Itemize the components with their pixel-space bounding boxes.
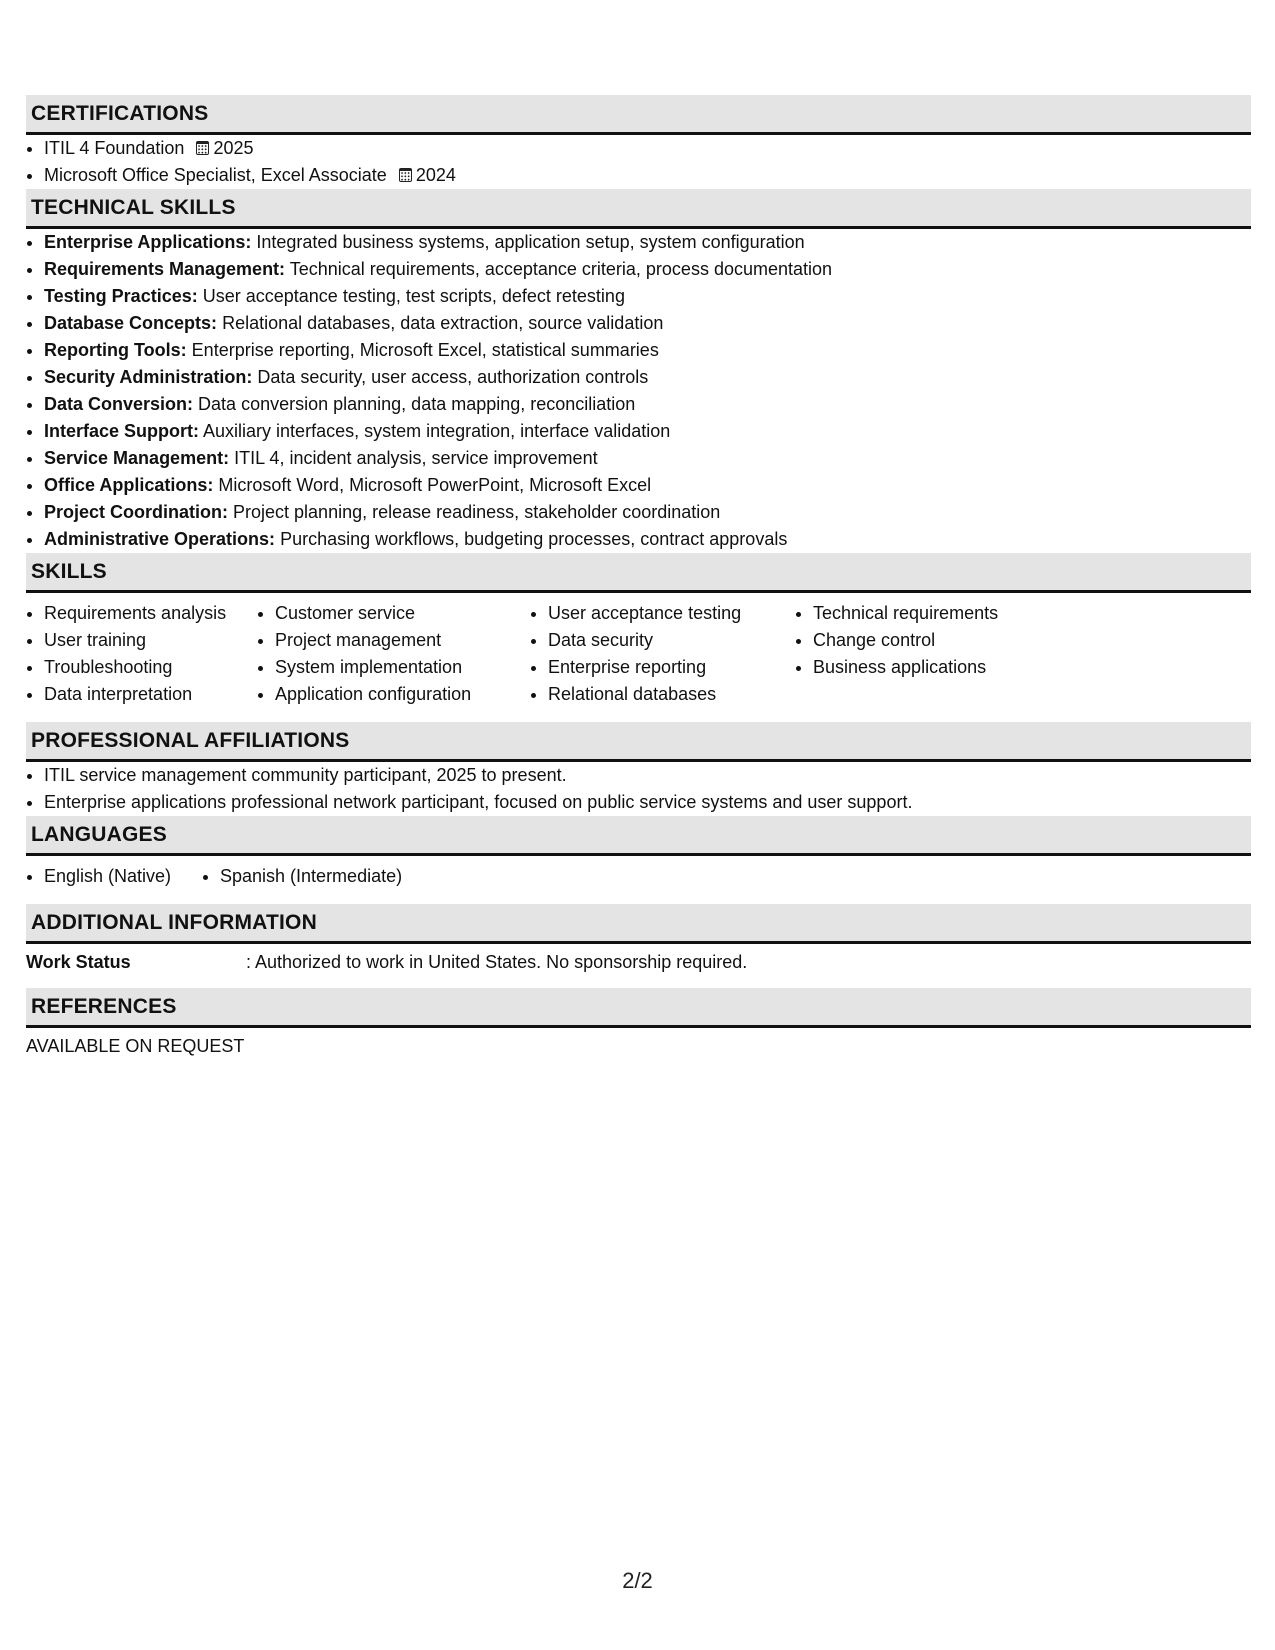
page-number: 2/2 (622, 1568, 653, 1593)
certifications-section (26, 95, 1251, 189)
certification-year: 2025 (213, 138, 254, 158)
languages-column (26, 863, 202, 890)
technical-skill-item (44, 256, 1251, 283)
skill-item: • Data security (548, 627, 795, 654)
technical-skills-heading: TECHNICAL SKILLS (26, 189, 1251, 229)
technical-skill-item (44, 283, 1251, 310)
certification-item (44, 162, 1251, 189)
skill-item: • Requirements analysis (44, 600, 257, 627)
skills-section (26, 553, 1251, 722)
technical-skill-value: Purchasing workflows, budgeting processes, contract approvals (280, 529, 788, 549)
skill-item: • Relational databases (548, 681, 795, 708)
skills-heading: SKILLS (26, 553, 1251, 593)
skill-item: • Customer service (275, 600, 530, 627)
technical-skill-item (44, 364, 1251, 391)
skill-item: • Project management (275, 627, 530, 654)
skill-item: • Data interpretation (44, 681, 257, 708)
language-item: • Spanish (Intermediate) (220, 863, 402, 890)
languages-row (26, 856, 1251, 904)
languages-column (202, 863, 402, 890)
technical-skill-item (44, 229, 1251, 256)
technical-skill-label: Enterprise Applications: (44, 232, 252, 252)
additional-info-heading: ADDITIONAL INFORMATION (26, 904, 1251, 944)
technical-skill-item (44, 526, 1251, 553)
technical-skill-item (44, 445, 1251, 472)
references-heading: REFERENCES (26, 988, 1251, 1028)
technical-skill-item (44, 391, 1251, 418)
technical-skill-label: Interface Support: (44, 421, 200, 441)
skill-item: • User training (44, 627, 257, 654)
certification-item (44, 135, 1251, 162)
technical-skill-item (44, 472, 1251, 499)
technical-skills-list (26, 229, 1251, 553)
calendar-icon (196, 141, 209, 155)
skill-item: • Change control (813, 627, 1073, 654)
certifications-list (26, 135, 1251, 189)
certifications-heading: CERTIFICATIONS (26, 95, 1251, 135)
skill-item: • User acceptance testing (548, 600, 795, 627)
technical-skill-label: Service Management: (44, 448, 230, 468)
technical-skill-value: Microsoft Word, Microsoft PowerPoint, Microsoft Excel (218, 475, 652, 495)
technical-skill-item (44, 310, 1251, 337)
technical-skill-label: Reporting Tools: (44, 340, 187, 360)
technical-skill-label: Office Applications: (44, 475, 214, 495)
technical-skill-label: Testing Practices: (44, 286, 198, 306)
affiliations-section (26, 722, 1251, 816)
affiliations-list (26, 762, 1251, 816)
technical-skill-label: Requirements Management: (44, 259, 286, 279)
technical-skill-item (44, 337, 1251, 364)
skills-grid (26, 593, 1251, 722)
technical-skill-value: Data conversion planning, data mapping, reconciliation (198, 394, 636, 414)
technical-skill-item (44, 418, 1251, 445)
skill-item: • Enterprise reporting (548, 654, 795, 681)
calendar-icon (399, 168, 412, 182)
work-status-label: Work Status (26, 952, 131, 972)
technical-skills-section (26, 189, 1251, 553)
technical-skill-label: Project Coordination: (44, 502, 228, 522)
skill-item: • Technical requirements (813, 600, 1073, 627)
technical-skill-value: User acceptance testing, test scripts, defect retesting (202, 286, 625, 306)
languages-section (26, 816, 1251, 904)
technical-skill-value: Enterprise reporting, Microsoft Excel, statistical summaries (191, 340, 659, 360)
work-status-value: : Authorized to work in United States. No sponsorship required. (246, 952, 748, 972)
technical-skill-label: Data Conversion: (44, 394, 194, 414)
skill-item: • Business applications (813, 654, 1073, 681)
skills-column (26, 600, 257, 708)
affiliations-heading: PROFESSIONAL AFFILIATIONS (26, 722, 1251, 762)
certification-name: ITIL 4 Foundation (44, 138, 185, 158)
technical-skill-value: Technical requirements, acceptance criteria, process documentation (289, 259, 833, 279)
technical-skill-label: Database Concepts: (44, 313, 218, 333)
resume-page (26, 95, 1251, 1060)
skill-item: • System implementation (275, 654, 530, 681)
technical-skill-item (44, 499, 1251, 526)
technical-skill-value: Project planning, release readiness, stakeholder coordination (233, 502, 721, 522)
work-status-row (26, 944, 1251, 988)
references-text: AVAILABLE ON REQUEST (26, 1036, 245, 1056)
language-item: • English (Native) (44, 863, 202, 890)
skills-column (795, 600, 1073, 708)
technical-skill-label: Administrative Operations: (44, 529, 276, 549)
certification-name: Microsoft Office Specialist, Excel Associate (44, 165, 387, 185)
technical-skill-label: Security Administration: (44, 367, 253, 387)
skills-column (257, 600, 530, 708)
technical-skill-value: Integrated business systems, application setup, system configuration (256, 232, 805, 252)
skills-column (530, 600, 795, 708)
technical-skill-value: Relational databases, data extraction, source validation (222, 313, 664, 333)
technical-skill-value: ITIL 4, incident analysis, service improvement (234, 448, 598, 468)
languages-heading: LANGUAGES (26, 816, 1251, 856)
affiliation-item: • ITIL service management community participant, 2025 to present. (44, 762, 1251, 789)
technical-skill-value: Auxiliary interfaces, system integration, interface validation (203, 421, 671, 441)
technical-skill-value: Data security, user access, authorization controls (257, 367, 649, 387)
certification-year: 2024 (415, 165, 456, 185)
additional-info-section (26, 904, 1251, 988)
affiliation-item: • Enterprise applications professional network participant, focused on public service systems and user support. (44, 789, 1251, 816)
references-section (26, 988, 1251, 1060)
skill-item: • Application configuration (275, 681, 530, 708)
skill-item: • Troubleshooting (44, 654, 257, 681)
